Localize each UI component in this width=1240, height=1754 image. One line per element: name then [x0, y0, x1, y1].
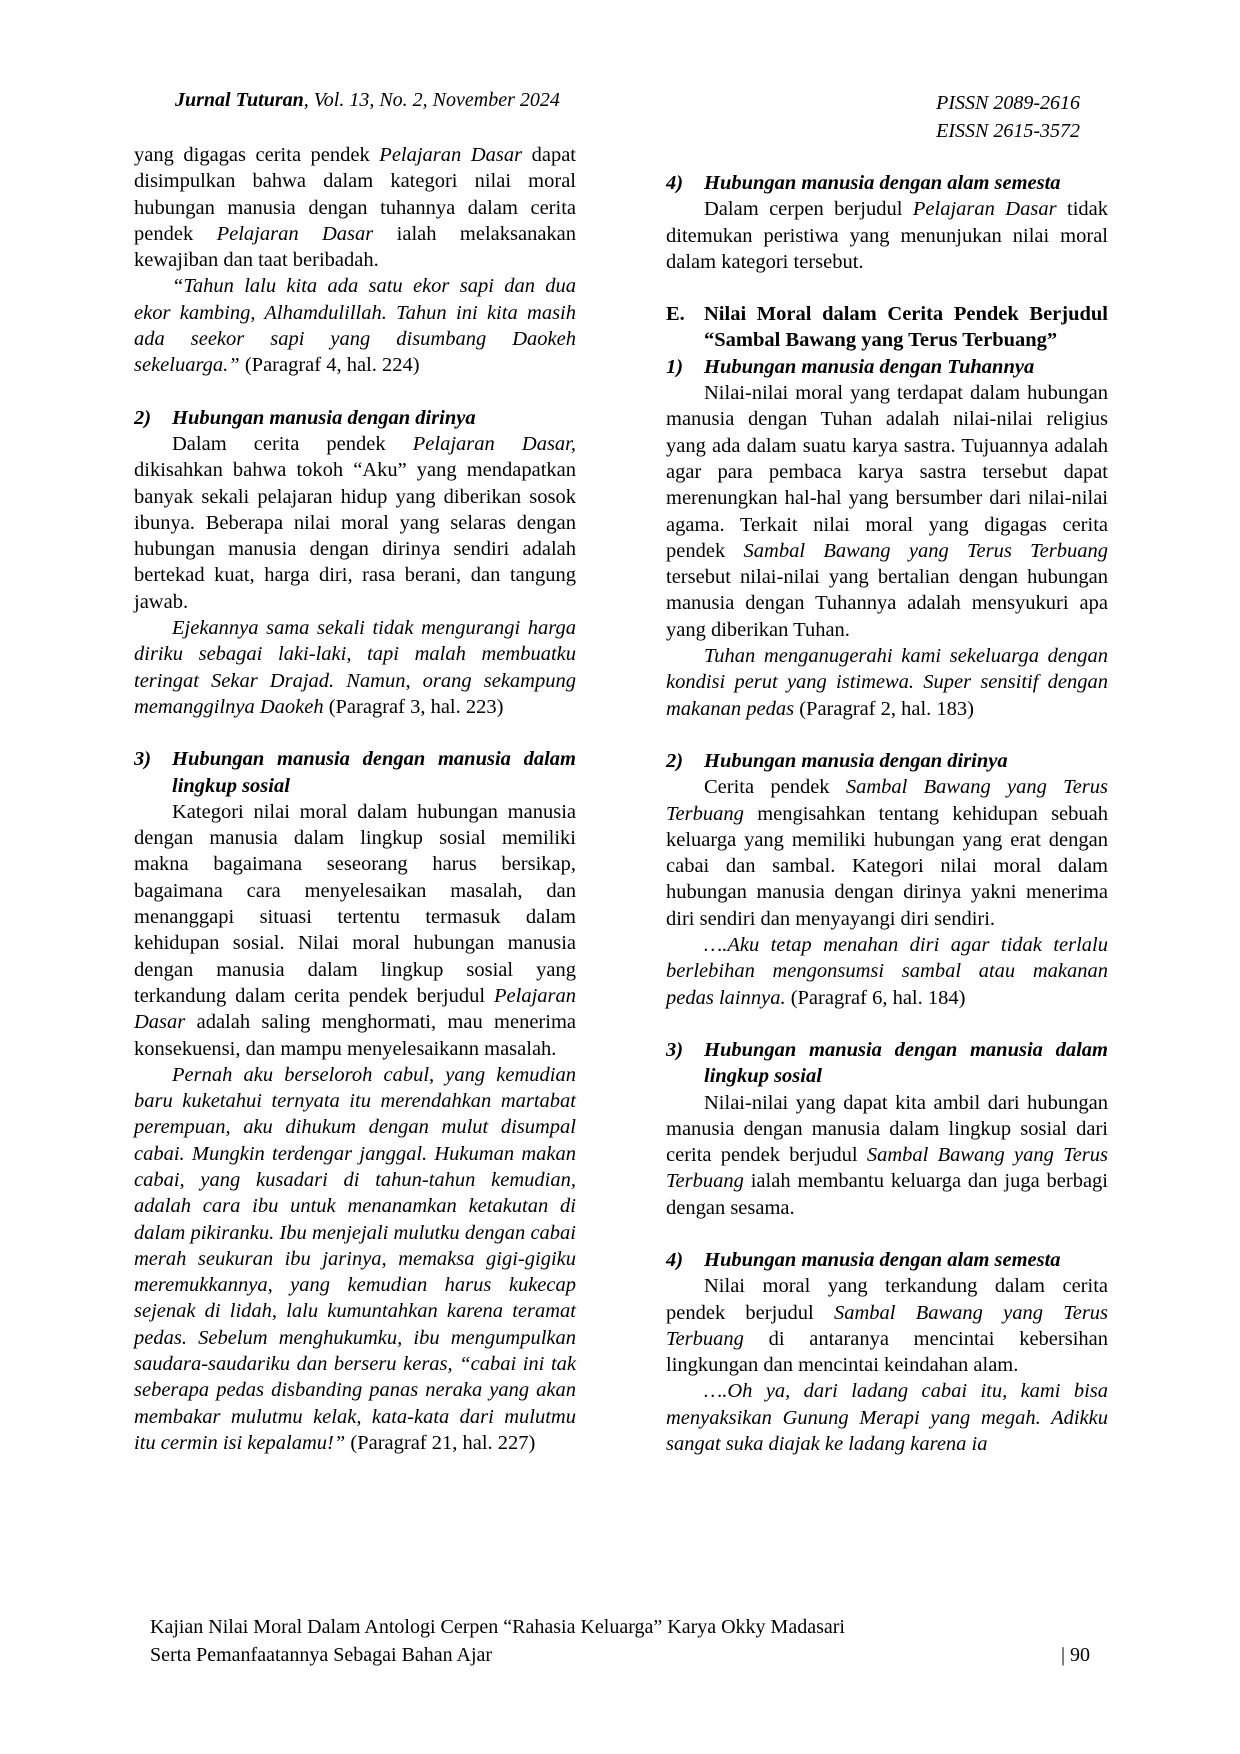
paragraph: Cerita pendek Sambal Bawang yang Terus Terbuang mengisahkan tentang kehidupan sebuah keluarga yang memiliki hubungan yang erat dengan cabai dan sambal. Kategori nilai moral dalam hubungan manusia dengan dirinya yakni menerima diri sendiri dan menyayangi diri sendiri. [666, 776, 1108, 930]
pissn: PISSN 2089-2616 [936, 92, 1080, 114]
section-heading: E. Nilai Moral dalam Cerita Pendek Berjudul “Sambal Bawang yang Terus Terbuang” [666, 303, 1108, 352]
quote: Tuhan menganugerahi kami sekeluarga dengan kondisi perut yang istimewa. Super sensitif dengan makanan pedas (Paragraf 2, hal. 183) [666, 645, 1108, 720]
quote: “Tahun lalu kita ada satu ekor sapi dan dua ekor kambing, Alhamdulillah. Tahun ini kita masih ada seekor sapi yang disumbang Daokeh sekeluarga.” (Paragraf 4, hal. 224) [134, 275, 576, 377]
eissn: EISSN 2615-3572 [936, 120, 1080, 142]
subheading: 3) Hubungan manusia dengan manusia dalam lingkup sosial [666, 1038, 1108, 1088]
left-column [134, 142, 576, 1456]
journal-name: Jurnal Tuturan [175, 89, 304, 111]
quote: Ejekannya sama sekali tidak mengurangi harga diriku sebagai laki-laki, tapi malah membuatku teringat Sekar Drajad. Namun, orang sekampung memanggilnya Daokeh (Paragraf 3, hal. 223) [134, 617, 576, 718]
right-column [666, 170, 1108, 1457]
paragraph: Nilai-nilai yang dapat kita ambil dari hubungan manusia dengan manusia dalam lingkup sosial dari cerita pendek berjudul Sambal Bawang yang Terus Terbuang ialah membantu keluarga dan juga berbagi dengan sesama. [666, 1091, 1109, 1219]
footer-title-line1: Kajian Nilai Moral Dalam Antologi Cerpen “Rahasia Keluarga” Karya Okky Madasari [150, 1616, 845, 1638]
paragraph: Dalam cerpen berjudul Pelajaran Dasar tidak ditemukan peristiwa yang menunjukan nilai moral dalam kategori tersebut. [666, 198, 1109, 273]
page-number: | 90 [1060, 1644, 1090, 1666]
paragraph: Kategori nilai moral dalam hubungan manusia dengan manusia dalam lingkup sosial memiliki makna bagaimana seseorang harus bersikap, bagaimana cara menyelesaikan masalah, dan menanggapi situasi tertentu termasuk dalam kehidupan sosial. Nilai moral hubungan manusia dengan manusia dalam lingkup sosial yang terkandung dalam cerita pendek berjudul Pelajaran Dasar adalah saling menghormati, mau menerima konsekuensi, dan mampu menyelesaikann masalah. [134, 800, 577, 1060]
issn-block [936, 89, 1080, 145]
subheading: 4) Hubungan manusia dengan alam semesta [666, 172, 1061, 194]
paragraph: yang digagas cerita pendek Pelajaran Dasar dapat disimpulkan bahwa dalam kategori nilai moral hubungan manusia dengan tuhannya dalam cerita pendek Pelajaran Dasar ialah melaksanakan kewajiban dan taat beribadah. [134, 144, 577, 272]
quote: Pernah aku berseloroh cabul, yang kemudian baru kuketahui ternyata itu merendahkan martabat perempuan, aku dihukum dengan mulut disumpal cabai. Mungkin terdengar janggal. Hukuman makan cabai, yang kusadari di tahun-tahun kemudian, adalah cara ibu untuk menanamkan ketakutan di dalam pikiranku. Ibu menjejali mulutku dengan cabai merah seukuran ibu jarinya, memaksa gigi-gigiku meremukkannya, yang kemudian harus kukecap sejenak di lidah, lalu kumuntahkan karena teramat pedas. Sebelum menghukumku, ibu mengumpulkan saudara-saudariku dan berseru keras, “cabai ini tak seberapa pedas disbanding panas neraka yang akan membakar mulutmu kelak, kata-kata dari mulutmu itu cermin isi kepalamu!” (Paragraf 21, hal. 227) [134, 1063, 576, 1454]
subheading: 4) Hubungan manusia dengan alam semesta [666, 1248, 1061, 1271]
quote: ….Aku tetap menahan diri agar tidak terlalu berlebihan mengonsumsi sambal atau makanan pedas lainnya. (Paragraf 6, hal. 184) [666, 934, 1108, 1009]
subheading: 2) Hubungan manusia dengan dirinya [666, 749, 1008, 772]
subheading: 1) Hubungan manusia dengan Tuhannya [666, 355, 1035, 378]
footer-title-line2: Serta Pemanfaatannya Sebagai Bahan Ajar [150, 1644, 493, 1666]
page-footer [150, 1613, 1090, 1669]
subheading: 3) Hubungan manusia dengan manusia dalam lingkup sosial [134, 748, 576, 797]
quote: ….Oh ya, dari ladang cabai itu, kami bisa menyaksikan Gunung Merapi yang megah. Adikku sangat suka diajak ke ladang karena ia [666, 1380, 1108, 1456]
running-header-journal [175, 89, 560, 112]
paragraph: Nilai-nilai moral yang terdapat dalam hubungan manusia dengan Tuhan adalah nilai-nilai religius yang ada dalam suatu karya sastra. Tujuannya adalah agar para pembaca karya sastra tersebut dapat merenungkan hal-hal yang bersumber dari nilai-nilai agama. Terkait nilai moral yang digagas cerita pendek Sambal Bawang yang Terus Terbuang tersebut nilai-nilai yang bertalian dengan hubungan manusia dengan Tuhannya adalah mensyukuri apa yang diberikan Tuhan. [666, 382, 1109, 641]
paragraph: Nilai moral yang terkandung dalam cerita pendek berjudul Sambal Bawang yang Terus Terbuang di antaranya mencintai kebersihan lingkungan dan mencintai keindahan alam. [666, 1275, 1109, 1377]
paragraph: Dalam cerita pendek Pelajaran Dasar, dikisahkan bahwa tokoh “Aku” yang mendapatkan banyak sekali pelajaran hidup yang diberikan sosok ibunya. Beberapa nilai moral yang selaras dengan hubungan manusia dengan dirinya sendiri adalah bertekad kuat, harga diri, rasa berani, dan tangung jawab. [134, 432, 577, 613]
journal-issue: , Vol. 13, No. 2, November 2024 [303, 89, 560, 111]
subheading: 2) Hubungan manusia dengan dirinya [134, 406, 476, 429]
